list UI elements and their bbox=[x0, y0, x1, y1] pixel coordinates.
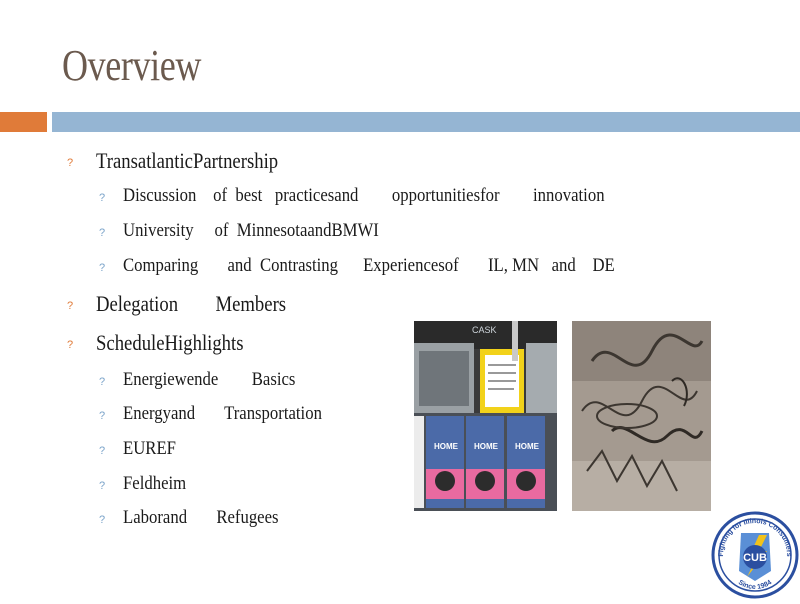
bullet-text: ScheduleHighlights bbox=[96, 330, 244, 355]
sign-text: CASK bbox=[472, 325, 497, 335]
bullet-marker: ? bbox=[67, 339, 74, 351]
bullet-text: EUREF bbox=[123, 438, 176, 459]
bullet-marker: ? bbox=[99, 376, 106, 388]
bullet-marker: ? bbox=[99, 480, 106, 492]
bullet-marker: ? bbox=[99, 227, 106, 239]
bullet-text: Feldheim bbox=[123, 473, 187, 494]
bullet-marker: ? bbox=[67, 300, 74, 312]
poster-wall-graphic bbox=[414, 321, 557, 511]
bullet-marker: ? bbox=[99, 445, 106, 457]
bullet-marker: ? bbox=[99, 262, 106, 274]
slide-title: Overview bbox=[62, 41, 201, 90]
bullet-text: Comparing and Contrasting Experiencesof IL, MN and DE bbox=[123, 255, 615, 276]
bullet-text: University of MinnesotaandBMWI bbox=[123, 220, 379, 241]
logo-ring-text-top: Fighting for Illinois Consumers bbox=[717, 517, 793, 557]
cub-logo bbox=[711, 511, 799, 599]
bullet-text: Delegation Members bbox=[96, 291, 287, 316]
poster-wall-photo bbox=[414, 321, 557, 511]
bullet-marker: ? bbox=[99, 410, 106, 422]
bullet-marker: ? bbox=[99, 192, 106, 204]
bullet-text: Discussion of best practicesand opportunitiesfor innovation bbox=[123, 185, 605, 206]
logo-center-text: CUB bbox=[743, 552, 767, 564]
logo-ring-text-bottom: Since 1984 bbox=[736, 579, 774, 592]
poster-text: HOME bbox=[434, 442, 458, 451]
bullet-text: Energyand Transportation bbox=[123, 403, 322, 424]
cub-logo-graphic bbox=[711, 511, 799, 599]
accent-bar-blue bbox=[52, 112, 800, 132]
graffiti-graphic bbox=[572, 321, 711, 511]
poster-text: HOME bbox=[515, 442, 539, 451]
bullet-marker: ? bbox=[67, 157, 74, 169]
accent-bar-orange bbox=[0, 112, 47, 132]
graffiti-photo bbox=[572, 321, 711, 511]
poster-text: HOME bbox=[474, 442, 498, 451]
bullet-marker: ? bbox=[99, 514, 106, 526]
bullet-text: TransatlanticPartnership bbox=[96, 148, 279, 173]
bullet-text: Laborand Refugees bbox=[123, 507, 279, 528]
bullet-text: Energiewende Basics bbox=[123, 369, 296, 390]
